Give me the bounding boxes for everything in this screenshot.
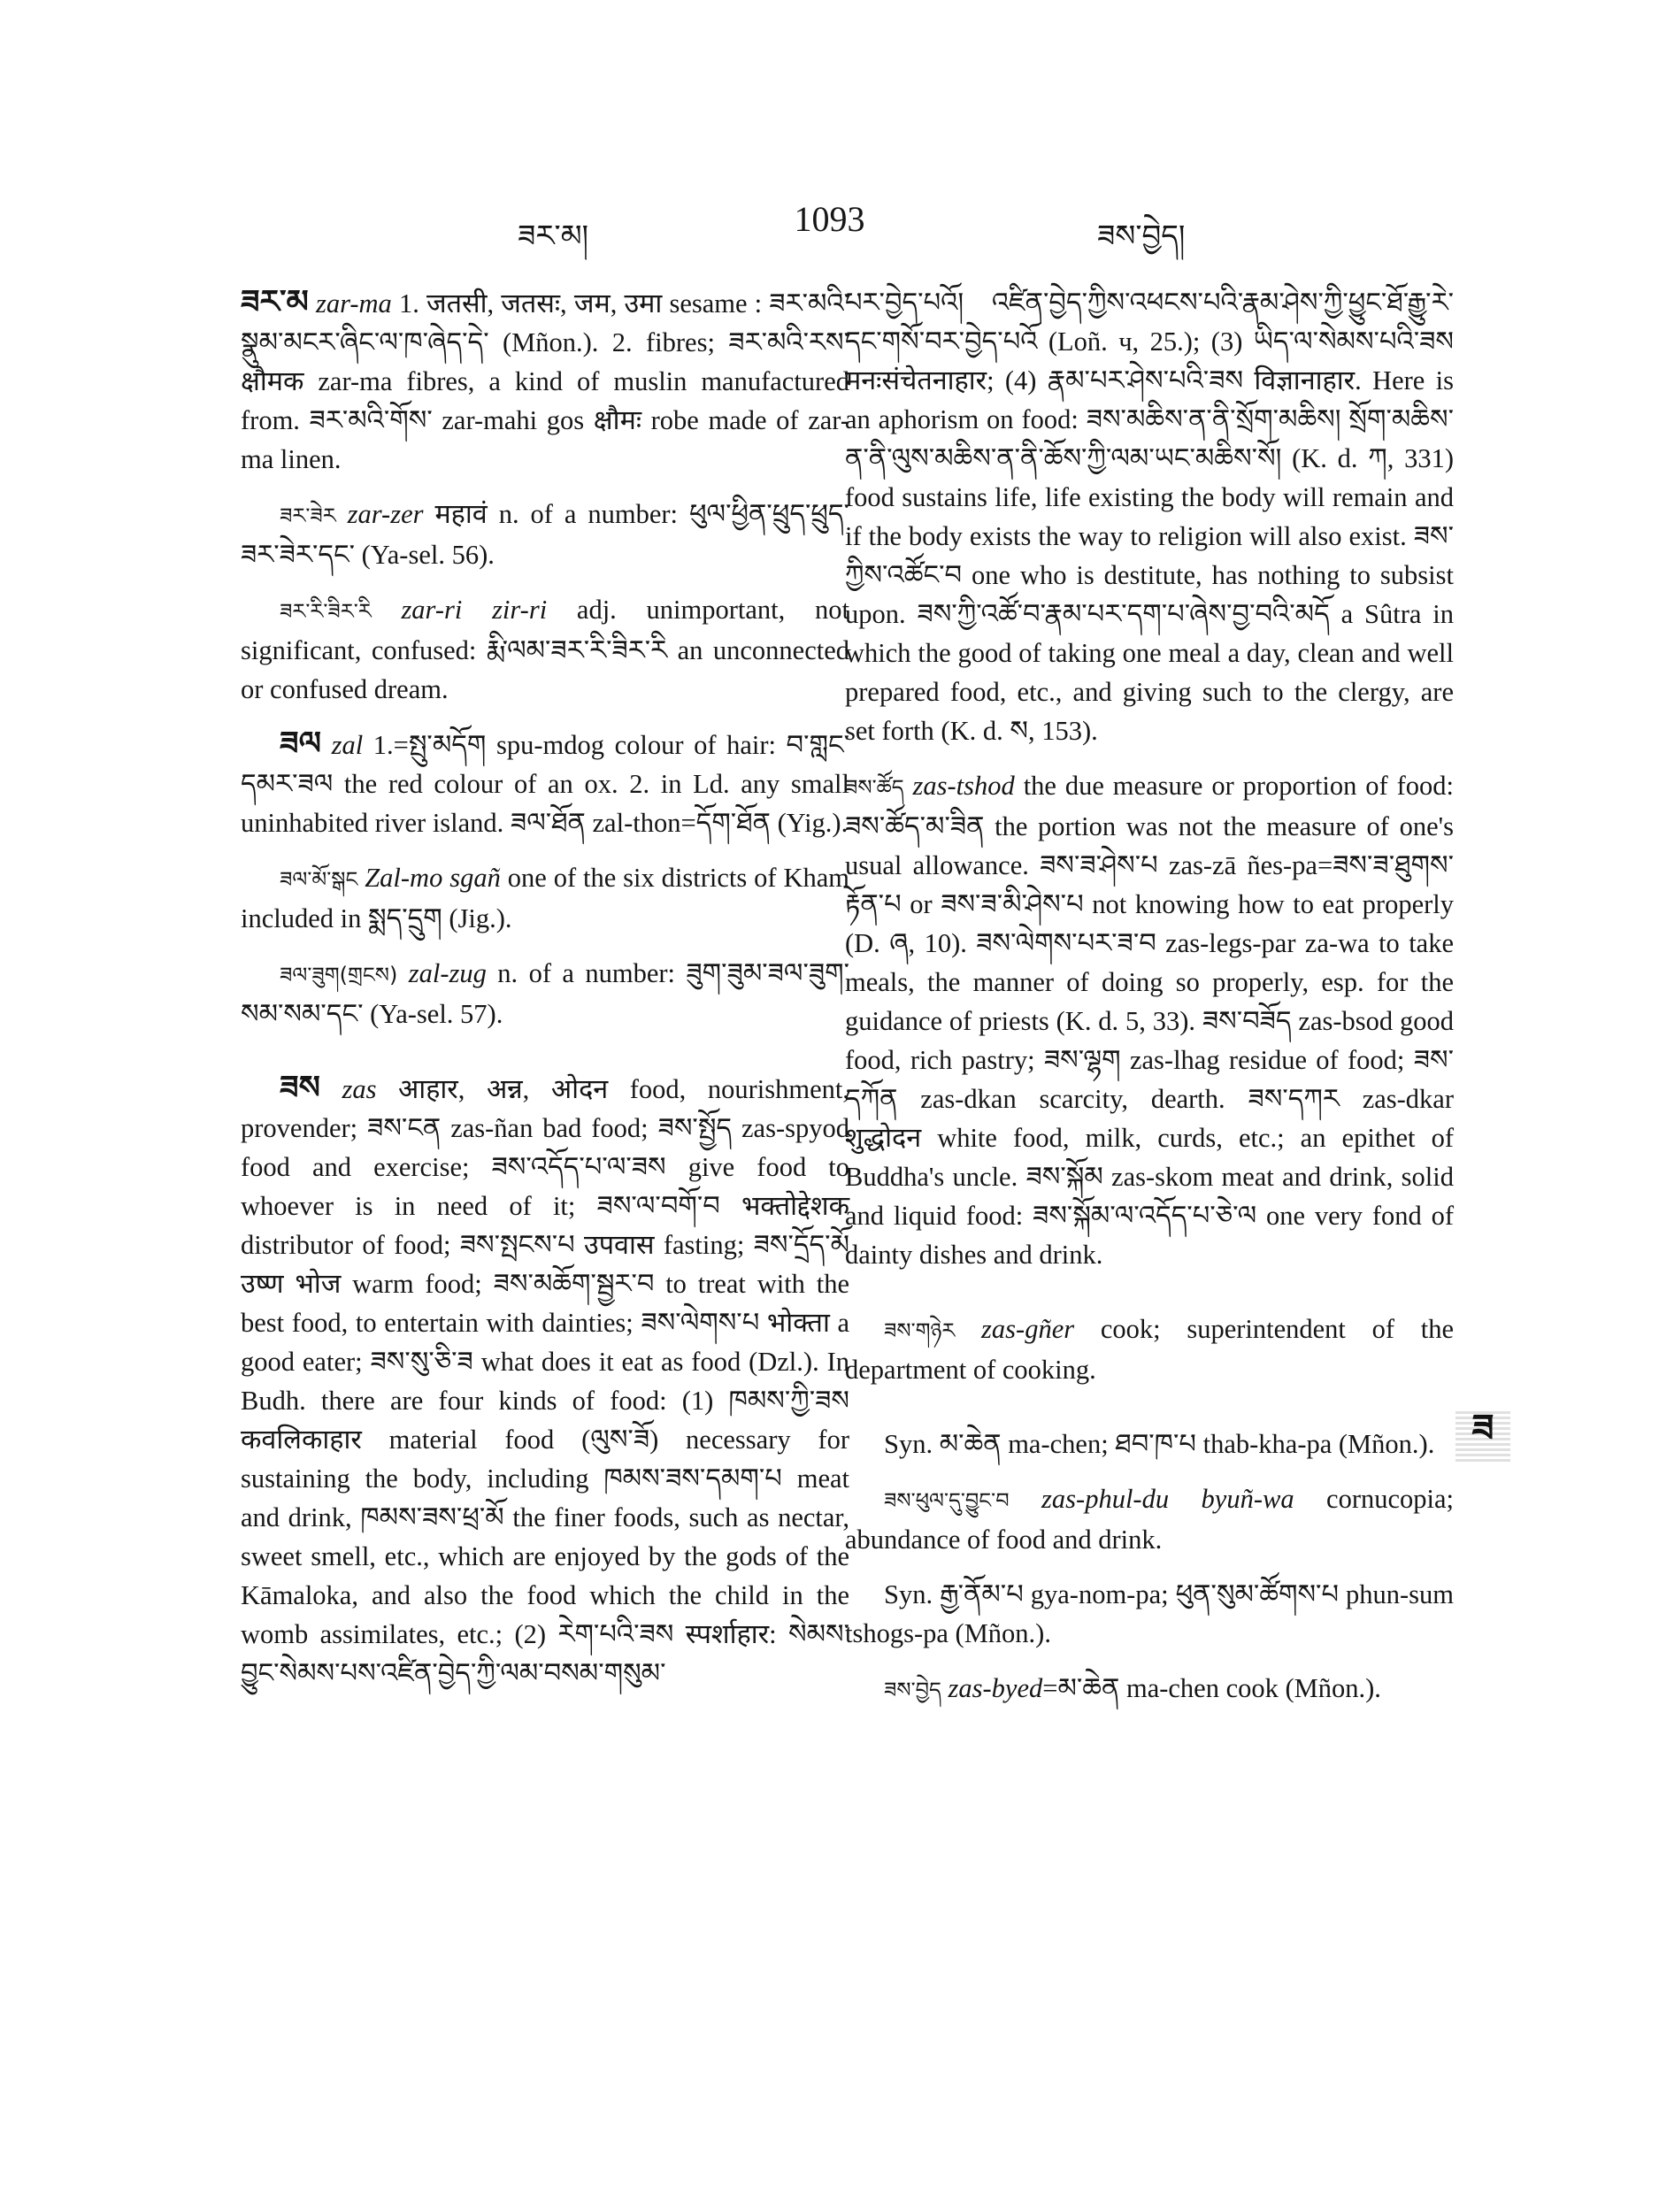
definition: one of the six districts of Kham included in སྨད་དྲུག (Jig.). xyxy=(241,863,849,933)
transliteration: zar-ma xyxy=(315,288,392,319)
entry-zar-ma xyxy=(241,283,849,479)
definition: adj. unimportant, not significant, confused: རྨི་ལམ་ཟར་རི་ཟིར་རི an unconnected or confused dream. xyxy=(241,595,849,704)
transliteration: zas-tshod xyxy=(912,771,1015,801)
transliteration: zas xyxy=(342,1074,377,1104)
entry-zal-mo-sgan xyxy=(241,858,849,938)
right-guideword: ཟས་བྱེད། xyxy=(1097,219,1186,254)
subentry-term: ཟར་རི་ཟིར་རི xyxy=(280,599,372,624)
entry-zas-byed xyxy=(845,1669,1454,1709)
definition: Syn. རྒྱ་ནོམ་པ gya-nom-pa; ཕུན་སུམ་ཚོགས་པ phun-sum tshogs-pa (Mñon.). xyxy=(845,1579,1454,1648)
definition: the due measure or proportion of food: ཟས་ཚོད་མ་ཟིན the portion was not the measure of one's usual allowance. ཟས་ཟ་ཤེས་པ zas-zā ñes-pa=ཟས་ཟ་ཐུགས་རྟོན་པ or ཟས་ཟ་མི་ཤེས་པ not knowing how to eat properly (D. ཞ, 10). ཟས་ལེགས་པར་ཟ་བ zas-legs-par za-wa to take meals, the manner of doing so properly, esp. for the guidance of priests (K. d. 5, 33). ཟས་བཟོད zas-bsod good food, rich pastry; ཟས་ལྷག zas-lhag residue of food; ཟས་དཀོན zas-dkan scarcity, dearth. ཟས་དཀར zas-dkar शुद्धोदन white food, milk, curds, etc.; an epithet of Buddha's uncle. ཟས་སྐོམ zas-skom meat and drink, solid and liquid food: ཟས་སྐོམ་ལ་འདོད་པ་ཅེ་ལ one very fond of dainty dishes and drink. xyxy=(845,771,1455,1270)
headword: ཟར་མ xyxy=(241,284,309,320)
subentry-term: ཟལ་མོ་སྒང xyxy=(280,867,358,892)
entry-syn-gya-nom xyxy=(845,1575,1454,1653)
definition: महावं n. of a number: ཕུལ་ཕྱིན་ཕྲུད་ཕྲུད་ཟར་ཟེར་དང་ (Ya-sel. 56). xyxy=(241,499,849,570)
entry-zas-gner xyxy=(845,1310,1454,1389)
entry-zar-zer xyxy=(241,495,849,574)
transliteration: zas-phul-du byuñ-wa xyxy=(1041,1484,1294,1514)
subentry-term: ཟས་གཉེར xyxy=(884,1318,956,1343)
subentry-term: ཟས་བྱེད xyxy=(884,1678,941,1702)
entry-zal-zug xyxy=(241,954,849,1033)
transliteration: zal xyxy=(331,730,364,760)
left-guideword: ཟར་མ། xyxy=(518,219,589,254)
entry-zar-ri-zir-ri xyxy=(241,590,849,709)
entry-zas-phul xyxy=(845,1479,1454,1559)
definition: 1.=སྤུ་མདོག spu-mdog colour of hair: བ་གླང་དམར་ཟལ the red colour of an ox. 2. in Ld. any small uninhabited river island. ཟལ་ཐོན zal-thon=དོག་ཐོན (Yig.). xyxy=(241,730,849,838)
entry-syn-ma-chen xyxy=(845,1425,1454,1463)
definition: Syn. མ་ཆེན ma-chen; ཐབ་ཁ་པ thab-kha-pa (Mñon.). xyxy=(884,1429,1435,1459)
transliteration: zal-zug xyxy=(408,958,487,988)
transliteration: Zal-mo sgañ xyxy=(365,863,501,893)
entry-zas xyxy=(241,1069,849,1693)
entry-zal xyxy=(241,725,849,842)
transliteration: zar-ri zir-ri xyxy=(401,595,548,625)
transliteration: zar-zer xyxy=(347,499,424,529)
entry-zas-tshod xyxy=(845,766,1454,1274)
definition: n. of a number: ཟུག་ཟུམ་ཟལ་ཟུག་སམ་སམ་དང་ (Ya-sel. 57). xyxy=(241,958,850,1029)
definition: པར་བྱེད་པའོ། འཛིན་བྱེད་ཀྱིས་འཕངས་པའི་རྣམ་ཤེས་ཀྱི་ཕྱུང་ཐོ་རྒྱུ་རེ་དང་གསོ་བར་བྱེད་པའོ (Loñ. ч, 25.); (3) ཡིད་ལ་སེམས་པའི་ཟས मनःसंचेतनाहार; (4) རྣམ་པར་ཤེས་པའི་ཟས विज्ञानाहार. Here is an aphorism on food: ཟས་མཆིས་ན་ནི་སྲོག་མཆིས། སྲོག་མཆིས་ན་ནི་ལུས་མཆིས་ན་ནི་ཆོས་ཀྱི་ལམ་ཡང་མཆིས་སོ། (K. d. ཀ, 331) food sustains life, life existing the body will remain and if the body exists the way to religion will also exist. ཟས་ཀྱིས་འཚོང་བ one who is destitute, has nothing to subsist upon. ཟས་ཀྱི་འཚོ་བ་རྣམ་པར་དག་པ་ཞེས་བྱ་བའི་མདོ a Sûtra in which the good of taking one meal a day, clean and well prepared food, etc., and giving such to the clergy, are set forth (K. d. ས, 153). xyxy=(845,288,1454,746)
subentry-term: ཟས་ཕུལ་དུ་བྱུང་བ xyxy=(884,1488,1010,1513)
left-column xyxy=(241,283,849,1709)
transliteration: zas-byed xyxy=(948,1673,1043,1703)
definition: =མ་ཆེན ma-chen cook (Mñon.). xyxy=(1042,1673,1381,1703)
headword: ཟལ xyxy=(280,726,321,762)
thumb-index-letter: ཟ xyxy=(1471,1405,1494,1449)
thumb-index-tab xyxy=(1455,1405,1510,1464)
definition: 1. जतसी, जतसः, जम, उमा sesame : ཟར་མའི་སྣུམ་མངར་ཞིང་ལ་ཁ་ཞེད་དེ་ (Mñon.). 2. fibres; ཟར་མའི་རས་ क्षौमक zar-ma fibres, a kind of muslin manufactured from. ཟར་མའི་གོས་ zar-mahi gos क्षौमः robe made of zar-ma linen. xyxy=(241,288,850,474)
right-column xyxy=(845,283,1454,1725)
entry-zas-continued xyxy=(845,283,1454,750)
definition: आहार, अन्न, ओदन food, nourishment, provender; ཟས་ངན zas-ñan bad food; ཟས་སྤྱོད zas-spyod food and exercise; ཟས་འདོད་པ་ལ་ཟས give food to whoever is in need of it; ཟས་ལ་བགོ་བ भक्तोद्देशक distributor of food; ཟས་སྤངས་པ उपवास fasting; ཟས་དྲོད་མོ उष्ण भोज warm food; ཟས་མཆོག་སྦྱར་བ to treat with the best food, to entertain with dainties; ཟས་ལེགས་པ भोक्ता a good eater; ཟས་སུ་ཅི་ཟ what does it eat as food (Dzl.). In Budh. there are four kinds of food: (1) ཁམས་ཀྱི་ཟས कवलिकाहार material food (ལུས་ཟོ) necessary for sustaining the body, including ཁམས་ཟས་དམག་པ meat and drink, ཁམས་ཟས་ཕྲ་མོ the finer foods, such as nectar, sweet smell, etc., which are enjoyed by the gods of the Kāmaloka, and also the food which the child in the womb assimilates, etc.; (2) རེག་པའི་ཟས स्पर्शाहार: སེམས་བྱུང་སེམས་པས་འཛིན་བྱེད་ཀྱི་ལམ་བསམ་གསུམ་ xyxy=(241,1074,849,1688)
headword: ཟས xyxy=(280,1070,320,1106)
page-header xyxy=(0,199,1659,255)
subentry-term: ཟལ་ཟུག(གྲངས) xyxy=(280,963,398,987)
subentry-term: ཟར་ཟེར xyxy=(280,503,336,528)
transliteration: zas-gñer xyxy=(981,1314,1075,1344)
definition: cornucopia; abundance of food and drink. xyxy=(845,1484,1455,1555)
page-number: 1093 xyxy=(794,199,865,239)
definition: cook; superintendent of the department of cooking. xyxy=(845,1314,1454,1385)
subentry-term: ཟས་ཚོད xyxy=(845,775,904,800)
